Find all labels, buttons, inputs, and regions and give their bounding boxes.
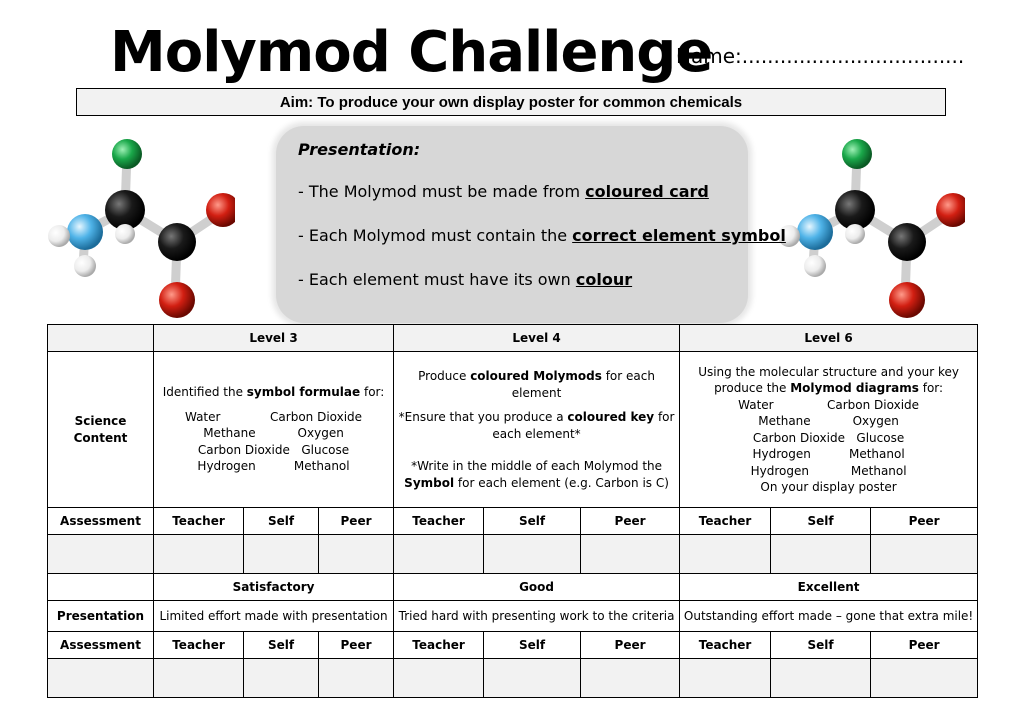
assessor-teacher: Teacher	[154, 632, 244, 659]
molecule-model-image-right	[765, 132, 965, 332]
score-cell[interactable]	[680, 659, 771, 698]
assessor-teacher: Teacher	[680, 632, 771, 659]
assessor-peer: Peer	[319, 632, 394, 659]
presentation-criteria-box	[276, 126, 786, 323]
assessment-entry-row-1	[48, 535, 978, 574]
science-content-label: Science Content	[48, 352, 154, 508]
presentation-criterion-1: - The Molymod must be made from coloured card	[298, 182, 709, 201]
assessor-teacher: Teacher	[154, 508, 244, 535]
assessor-peer: Peer	[581, 508, 680, 535]
presentation-criterion-2: - Each Molymod must contain the correct element symbol	[298, 226, 786, 245]
blank-cell	[48, 659, 154, 698]
score-cell[interactable]	[319, 659, 394, 698]
assessor-peer: Peer	[319, 508, 394, 535]
score-cell[interactable]	[680, 535, 771, 574]
score-cell[interactable]	[871, 535, 978, 574]
assessment-label: Assessment	[48, 632, 154, 659]
score-cell[interactable]	[154, 535, 244, 574]
page-title: Molymod Challenge	[110, 20, 713, 85]
score-cell[interactable]	[484, 659, 581, 698]
molecule-model-image-left	[35, 132, 235, 332]
grade-satisfactory: Satisfactory	[154, 574, 394, 601]
level-3-header: Level 3	[154, 325, 394, 352]
assessor-self: Self	[484, 508, 581, 535]
blank-cell	[48, 574, 154, 601]
score-cell[interactable]	[871, 659, 978, 698]
assessor-self: Self	[244, 508, 319, 535]
assessment-header-row-2	[48, 632, 978, 659]
score-cell[interactable]	[154, 659, 244, 698]
level-6-header: Level 6	[680, 325, 978, 352]
name-field-label: Name:...................................	[676, 44, 965, 68]
satisfactory-description: Limited effort made with presentation	[154, 601, 394, 632]
score-cell[interactable]	[244, 659, 319, 698]
aim-banner: Aim: To produce your own display poster for common chemicals	[76, 88, 946, 116]
grade-header-row	[48, 574, 978, 601]
assessment-rubric-table	[47, 324, 978, 698]
assessor-peer: Peer	[581, 632, 680, 659]
assessor-self: Self	[771, 508, 871, 535]
assessor-teacher: Teacher	[394, 632, 484, 659]
science-content-row	[48, 352, 978, 508]
score-cell[interactable]	[319, 535, 394, 574]
grade-good: Good	[394, 574, 680, 601]
assessor-peer: Peer	[871, 508, 978, 535]
assessor-self: Self	[484, 632, 581, 659]
level-6-criteria: Using the molecular structure and your key produce the Molymod diagrams for: Water Carbon Dioxide Methane Oxygen Carbon Dioxide Glucose Hydrogen Methanol Hydrogen Methanol On your display poster	[680, 352, 978, 508]
level-4-criteria: Produce coloured Molymods for each element *Ensure that you produce a coloured key for each element* *Write in the middle of each Molymod the Symbol for each element (e.g. Carbon is C)	[394, 352, 680, 508]
score-cell[interactable]	[581, 535, 680, 574]
score-cell[interactable]	[394, 659, 484, 698]
assessor-self: Self	[771, 632, 871, 659]
blank-cell	[48, 535, 154, 574]
blank-cell	[48, 325, 154, 352]
assessor-peer: Peer	[871, 632, 978, 659]
assessor-self: Self	[244, 632, 319, 659]
presentation-label: Presentation	[48, 601, 154, 632]
excellent-description: Outstanding effort made – gone that extra mile!	[680, 601, 978, 632]
assessor-teacher: Teacher	[680, 508, 771, 535]
assessment-entry-row-2	[48, 659, 978, 698]
presentation-heading: Presentation:	[298, 140, 421, 159]
assessor-teacher: Teacher	[394, 508, 484, 535]
level-header-row	[48, 325, 978, 352]
presentation-row	[48, 601, 978, 632]
score-cell[interactable]	[771, 659, 871, 698]
level-4-header: Level 4	[394, 325, 680, 352]
score-cell[interactable]	[484, 535, 581, 574]
grade-excellent: Excellent	[680, 574, 978, 601]
score-cell[interactable]	[771, 535, 871, 574]
level-3-criteria: Identified the symbol formulae for: Water Carbon Dioxide Methane Oxygen Carbon Dioxide Glucose Hydrogen Methanol	[154, 352, 394, 508]
assessment-label: Assessment	[48, 508, 154, 535]
presentation-criterion-3: - Each element must have its own colour	[298, 270, 633, 289]
score-cell[interactable]	[581, 659, 680, 698]
good-description: Tried hard with presenting work to the criteria	[394, 601, 680, 632]
assessment-header-row-1	[48, 508, 978, 535]
score-cell[interactable]	[394, 535, 484, 574]
score-cell[interactable]	[244, 535, 319, 574]
